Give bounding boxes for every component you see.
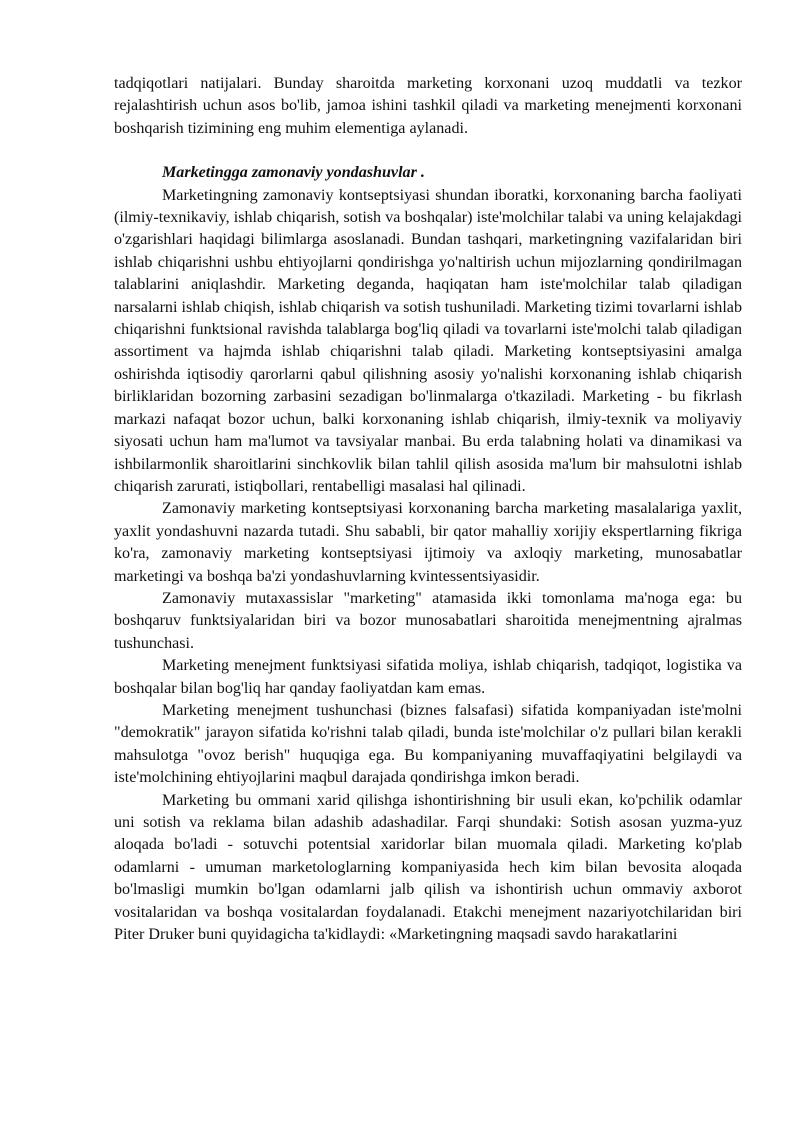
section-heading: Marketingga zamonaviy yondashuvlar . <box>162 164 425 182</box>
body-paragraph: Marketing menejment tushunchasi (biznes falsafasi) sifatida kompaniyadan iste'molni "demokratik" jarayon sifatida ko'rishni talab qiladi, bunda iste'molchilar o'z pullari bilan kerakli mahsulotga "ovoz berish" huquqiga ega. Bu kompaniyaning muvaffaqiyatini belgilaydi va iste'molchining ehtiyojlarini maqbul darajada qondirishga imkon beradi. <box>114 701 742 787</box>
document-page <box>114 73 742 946</box>
body-paragraph: Marketingning zamonaviy kontseptsiyasi shundan iboratki, korxonaning barcha faoliyati (ilmiy-texnikaviy, ishlab chiqarish, sotish va boshqalar) iste'molchilar talabi va uning kelajakdagi o'zgarishlari haqidagi bilimlarga asoslanadi. Bundan tashqari, marketingning vazifalaridan biri ishlab chiqarishni ushbu ehtiyojlarni qondirishga yo'naltirish uchun mijozlarning qondirilmagan talablarini aniqlashdir. Marketing deganda, haqiqatan ham iste'molchilar talab qiladigan narsalarni ishlab chiqish, ishlab chiqarish va sotish tushuniladi. Marketing tizimi tovarlarni ishlab chiqarishni funktsional ravishda talablarga bog'liq qiladi va tovarlarni iste'molchi talab qiladigan assortiment va hajmda ishlab chiqarishni talab qiladi. Marketing kontseptsiyasini amalga oshirishda iqtisodiy qarorlarni qabul qilishning asosiy yo'nalishi korxonaning ishlab chiqarish birliklaridan bozorning zarbasini sezadigan bo'linmalarga o'tkaziladi. Marketing - bu fikrlash markazi nafaqat bozor uchun, balki korxonaning ishlab chiqarish, ilmiy-texnik va moliyaviy siyosati uchun ham ma'lumot va tavsiyalar manbai. Bu erda talabning holati va dinamikasi va ishbilarmonlik sharoitlarini sinchkovlik bilan tahlil qilish asosida ma'lum bir mahsulotni ishlab chiqarish zarurati, istiqbollari, rentabelligi masalasi hal qilinadi. <box>114 186 742 495</box>
body-paragraph: Marketing bu ommani xarid qilishga ishontirishning bir usuli ekan, ko'pchilik odamlar uni sotish va reklama bilan adashib adashadilar. Farqi shundaki: Sotish asosan yuzma-yuz aloqada bo'ladi - sotuvchi potentsial xaridorlar bilan muomala qiladi. Marketing ko'plab odamlarni - umuman marketologlarning kompaniyasida hech kim bilan bevosita aloqada bo'lmasligi mumkin bo'lgan odamlarni jalb qilish va ishontirish uchun ommaviy axborot vositalaridan va boshqa vositalardan foydalanadi. Etakchi menejment nazariyotchilaridan biri Piter Druker buni quyidagicha ta'kidlaydi: «Marketingning maqsadi savdo harakatlarini <box>114 791 742 944</box>
body-paragraph: Zamonaviy mutaxassislar "marketing" atamasida ikki tomonlama ma'noga ega: bu boshqaruv funktsiyalaridan biri va bozor munosabatlari sharoitida menejmentning ajralmas tushunchasi. <box>114 589 742 652</box>
body-paragraph: Zamonaviy marketing kontseptsiyasi korxonaning barcha marketing masalalariga yaxlit, yaxlit yondashuvni nazarda tutadi. Shu sababli, bir qator mahalliy xorijiy ekspertlarning fikriga ko'ra, zamonaviy marketing kontseptsiyasi ijtimoiy va axloqiy marketing, munosabatlar marketingi va boshqa ba'zi yondashuvlarning kvintessentsiyasidir. <box>114 500 742 585</box>
intro-paragraph: tadqiqotlari natijalari. Bunday sharoitda marketing korxonani uzoq muddatli va tezkor rejalashtirish uchun asos bo'lib, jamoa ishini tashkil qiladi va marketing menejmenti korxonani boshqarish tizimining eng muhim elementiga aylanadi. <box>114 75 742 137</box>
body-paragraph: Marketing menejment funktsiyasi sifatida moliya, ishlab chiqarish, tadqiqot, logistika va boshqalar bilan bog'liq har qanday faoliyatdan kam emas. <box>114 657 742 697</box>
